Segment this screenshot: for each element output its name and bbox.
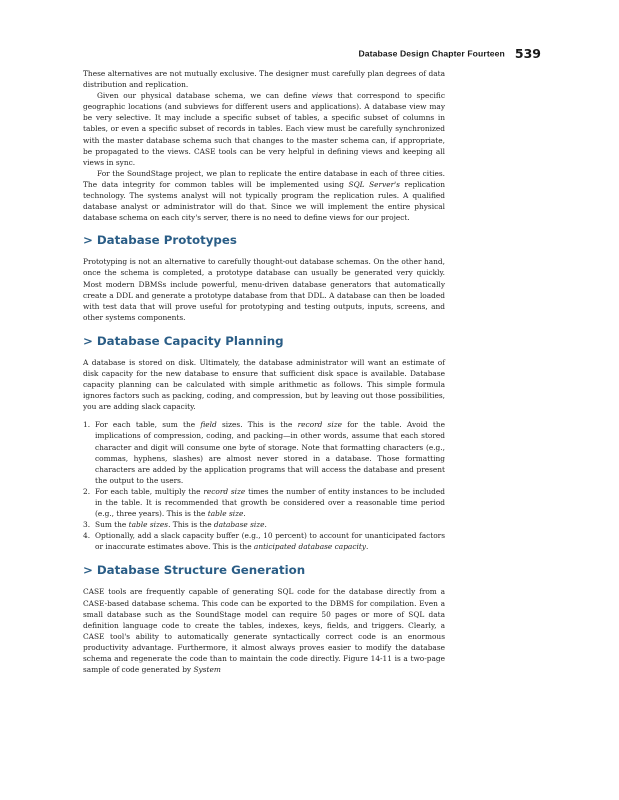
section-heading-database-structure-generation: > Database Structure Generation xyxy=(83,563,306,578)
paragraph: CASE tools are frequently capable of generating SQL code for the database directly from a CASE-based database schema. This code can be exported to the DBMS for compilation. Even a small database such as the SoundStage model can require 50 pages or more of SQL data definition language code to create the tables, indexes, keys, fields, and triggers. Clearly, a CASE tool's ability to automatically generate syntactically correct code is an enormous productivity advantage. Furthermore, it almost always proves easier to modify the database schema and regenerate the code than to maintain the code directly. Figure 14-11 is a two-page sample of code generated by System xyxy=(83,587,445,675)
paragraph: A database is stored on disk. Ultimately, the database administrator will want an estimate of disk capacity for the new database to ensure that sufficient disk space is available. Database capacity planning can be calculated with simple arithmetic as follows. This simple formula ignores factors such as packing, coding, and compression, but by leaving out those possibilities, you are adding slack capacity. xyxy=(83,357,445,412)
capacity-steps-list xyxy=(83,419,445,552)
paragraph: For the SoundStage project, we plan to replicate the entire database in each of three cities. The data integrity for common tables will be implemented using SQL Server's replication technology. The systems analyst will not typically program the replication rules. A qualified database analyst or administrator will do that. Since we will implement the entire physical database schema on each city's server, there is no need to define views for our project. xyxy=(83,168,445,223)
paragraph: Given our physical database schema, we can define views that correspond to specific geographic locations (and subviews for different users and applications). A database view may be very selective. It may include a specific subset of tables, a specific subset of columns in tables, or even a specific subset of records in tables. Each view must be carefully synchronized with the master database schema such that changes to the master schema can, if appropriate, be propagated to the views. CASE tools can be very helpful in defining views and keeping all views in sync. xyxy=(83,91,445,167)
section-heading-database-prototypes: > Database Prototypes xyxy=(83,233,237,248)
paragraph: Prototyping is not an alternative to carefully thought-out database schemas. On the other hand, once the schema is completed, a prototype database can usually be generated very quickly. Most modern DBMSs include powerful, menu-driven database generators that automatically create a DDL and generate a prototype database from that DDL. A database can then be loaded with test data that will prove useful for prototyping and testing outputs, inputs, screens, and other systems components. xyxy=(83,257,445,322)
section-marker: > xyxy=(83,233,93,248)
list-item: 2. For each table, multiply the record size times the number of entity instances to be included in the table. It is recommended that growth be considered over a reasonable time period (e.g., three years). This is the table size. xyxy=(83,486,445,519)
list-item: 1. For each table, sum the field sizes. This is the record size for the table. Avoid the implications of compression, coding, and packing—in other words, assume that each stored character and digit will consume one byte of storage. Note that formatting characters (e.g., commas, hyphens, slashes) are almost never stored in a database. Those formatting characters are added by the application programs that will access the database and present the output to the users. xyxy=(83,420,445,485)
paragraph: These alternatives are not mutually exclusive. The designer must carefully plan degrees of data distribution and replication. xyxy=(83,69,445,90)
section-heading-database-capacity-planning: > Database Capacity Planning xyxy=(83,333,284,348)
page-number: 539 xyxy=(514,45,541,61)
page-header xyxy=(60,44,541,60)
section-marker: > xyxy=(83,563,93,578)
list-item: 3. Sum the table sizes. This is the database size. xyxy=(83,520,267,530)
running-head: Database Design Chapter Fourteen xyxy=(358,48,505,59)
section-marker: > xyxy=(83,333,93,348)
list-item: 4. Optionally, add a slack capacity buffer (e.g., 10 percent) to account for unanticipated factors or inaccurate estimates above. This is the anticipated database capacity. xyxy=(83,531,445,552)
body-text xyxy=(83,68,445,675)
